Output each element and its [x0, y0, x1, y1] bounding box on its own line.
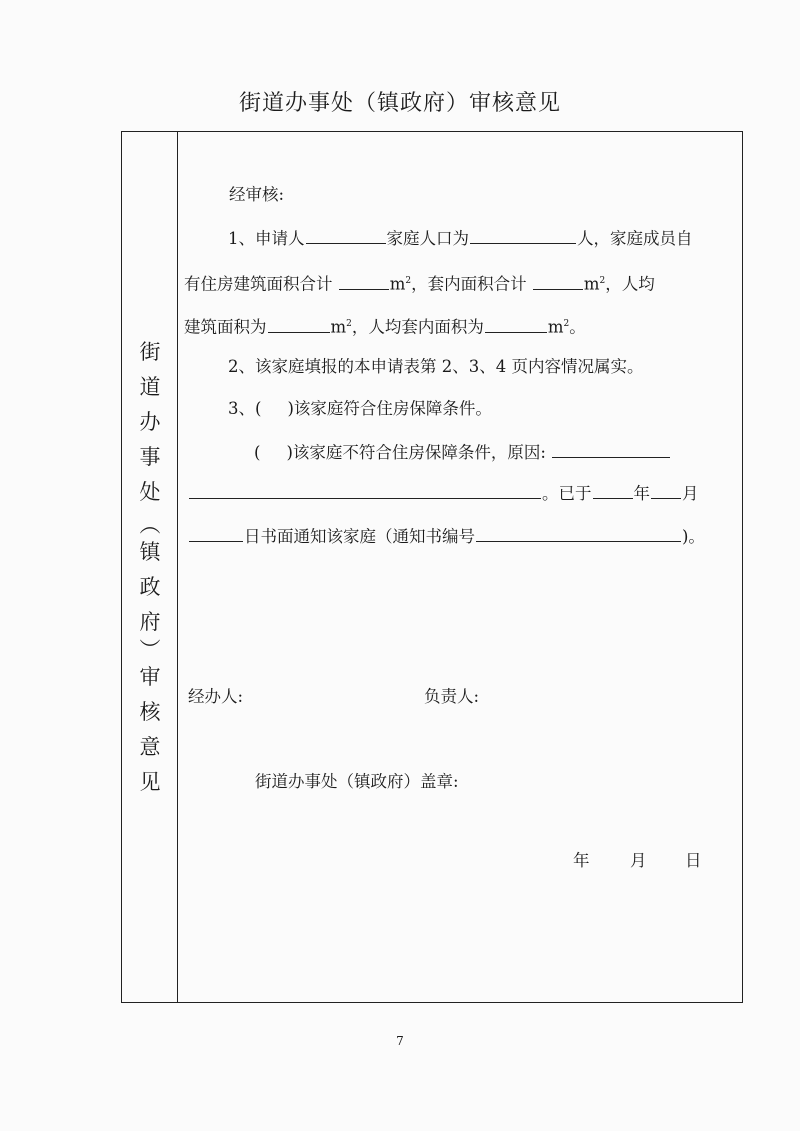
item1-end: 。 — [569, 317, 586, 337]
per-building-label: 建筑面积为 — [184, 317, 267, 337]
sidebar-char: 审 — [139, 665, 161, 689]
not-qualify-text: )该家庭不符合住房保障条件，原因: — [286, 443, 546, 462]
review-form-box — [121, 131, 743, 1003]
item1-line2: 有住房建筑面积合计 $m^2$，套内面积合计 $m^2$，人均 — [184, 274, 655, 294]
sidebar-char: 见 — [139, 770, 161, 794]
inner-area-label: ，套内面积合计 — [411, 274, 527, 294]
sidebar-char: 镇 — [139, 540, 161, 564]
reason-blank-continued[interactable] — [189, 482, 541, 499]
notice-number-blank[interactable] — [476, 525, 681, 542]
sidebar-char: 意 — [139, 735, 161, 759]
inner-area-blank[interactable] — [533, 273, 583, 290]
sidebar-char: 政 — [139, 575, 161, 599]
item3-qualify-line — [228, 398, 492, 420]
item1-line1 — [228, 227, 693, 250]
sidebar-char: 办 — [139, 410, 161, 434]
sidebar-char: ︵ — [139, 513, 161, 537]
sidebar-char: 府 — [139, 610, 161, 634]
unit-m2: m — [547, 317, 564, 337]
item3-reason-line2 — [188, 482, 699, 505]
sidebar-char: 处 — [139, 480, 161, 504]
unit-m2: m — [389, 274, 406, 294]
sidebar-char: ︶ — [139, 638, 161, 662]
sidebar-vertical-title — [122, 132, 178, 1002]
sidebar-char: 核 — [139, 700, 161, 724]
per-building-blank[interactable] — [268, 316, 330, 333]
responsible-label: 负责人: — [424, 687, 480, 706]
unit-m2: m — [583, 274, 600, 294]
notice-month-label: 月 — [682, 484, 699, 503]
reason-blank[interactable] — [552, 441, 670, 458]
notice-year-label: 年 — [633, 484, 650, 503]
building-area-blank[interactable] — [339, 273, 389, 290]
date-month: 月 — [630, 851, 647, 870]
item2-text: 2、该家庭填报的本申请表第 2、3、4 页内容情况属实。 — [228, 357, 644, 376]
qualify-text: )该家庭符合住房保障条件。 — [287, 399, 492, 418]
population-label: 家庭人口为 — [386, 229, 469, 248]
qualify-bracket: 3、( — [228, 399, 262, 418]
seal-label: 街道办事处（镇政府）盖章: — [255, 772, 459, 791]
notice-year-blank[interactable] — [593, 482, 633, 499]
date-day: 日 — [685, 851, 702, 870]
review-content — [179, 132, 742, 1002]
members-label: 人，家庭成员自 — [577, 229, 693, 248]
intro-text: 经审核: — [229, 185, 285, 204]
sidebar-char: 街 — [139, 340, 161, 364]
page-title: 街道办事处（镇政府）审核意见 — [238, 91, 561, 116]
not-qualify-bracket: ( — [254, 443, 261, 462]
area-label: 有住房建筑面积合计 — [184, 274, 333, 294]
item1-line3: 建筑面积为 $m^2$，人均套内面积为 $m^2$。 — [184, 317, 586, 337]
per-inner-label: ，人均套内面积为 — [351, 317, 484, 337]
population-blank[interactable] — [470, 227, 576, 244]
handler-label: 经办人: — [188, 687, 244, 706]
date-year: 年 — [573, 851, 590, 870]
sidebar-char: 事 — [139, 445, 161, 469]
notice-day-blank[interactable] — [189, 525, 243, 542]
applicant-blank[interactable] — [306, 227, 386, 244]
notice-number-label: 日书面通知该家庭（通知书编号 — [244, 527, 475, 546]
notice-month-blank[interactable] — [651, 482, 681, 499]
notified-label: 。已于 — [542, 484, 592, 503]
item3-notice-line — [188, 525, 705, 548]
per-inner-blank[interactable] — [485, 316, 547, 333]
notice-close: )。 — [682, 527, 705, 546]
per-capita-label: ，人均 — [605, 274, 655, 294]
unit-m2: m — [330, 317, 347, 337]
sidebar-char: 道 — [139, 375, 161, 399]
item3-not-line — [254, 441, 671, 464]
item1-label: 1、申请人 — [228, 229, 305, 248]
page-number: 7 — [396, 1034, 404, 1048]
